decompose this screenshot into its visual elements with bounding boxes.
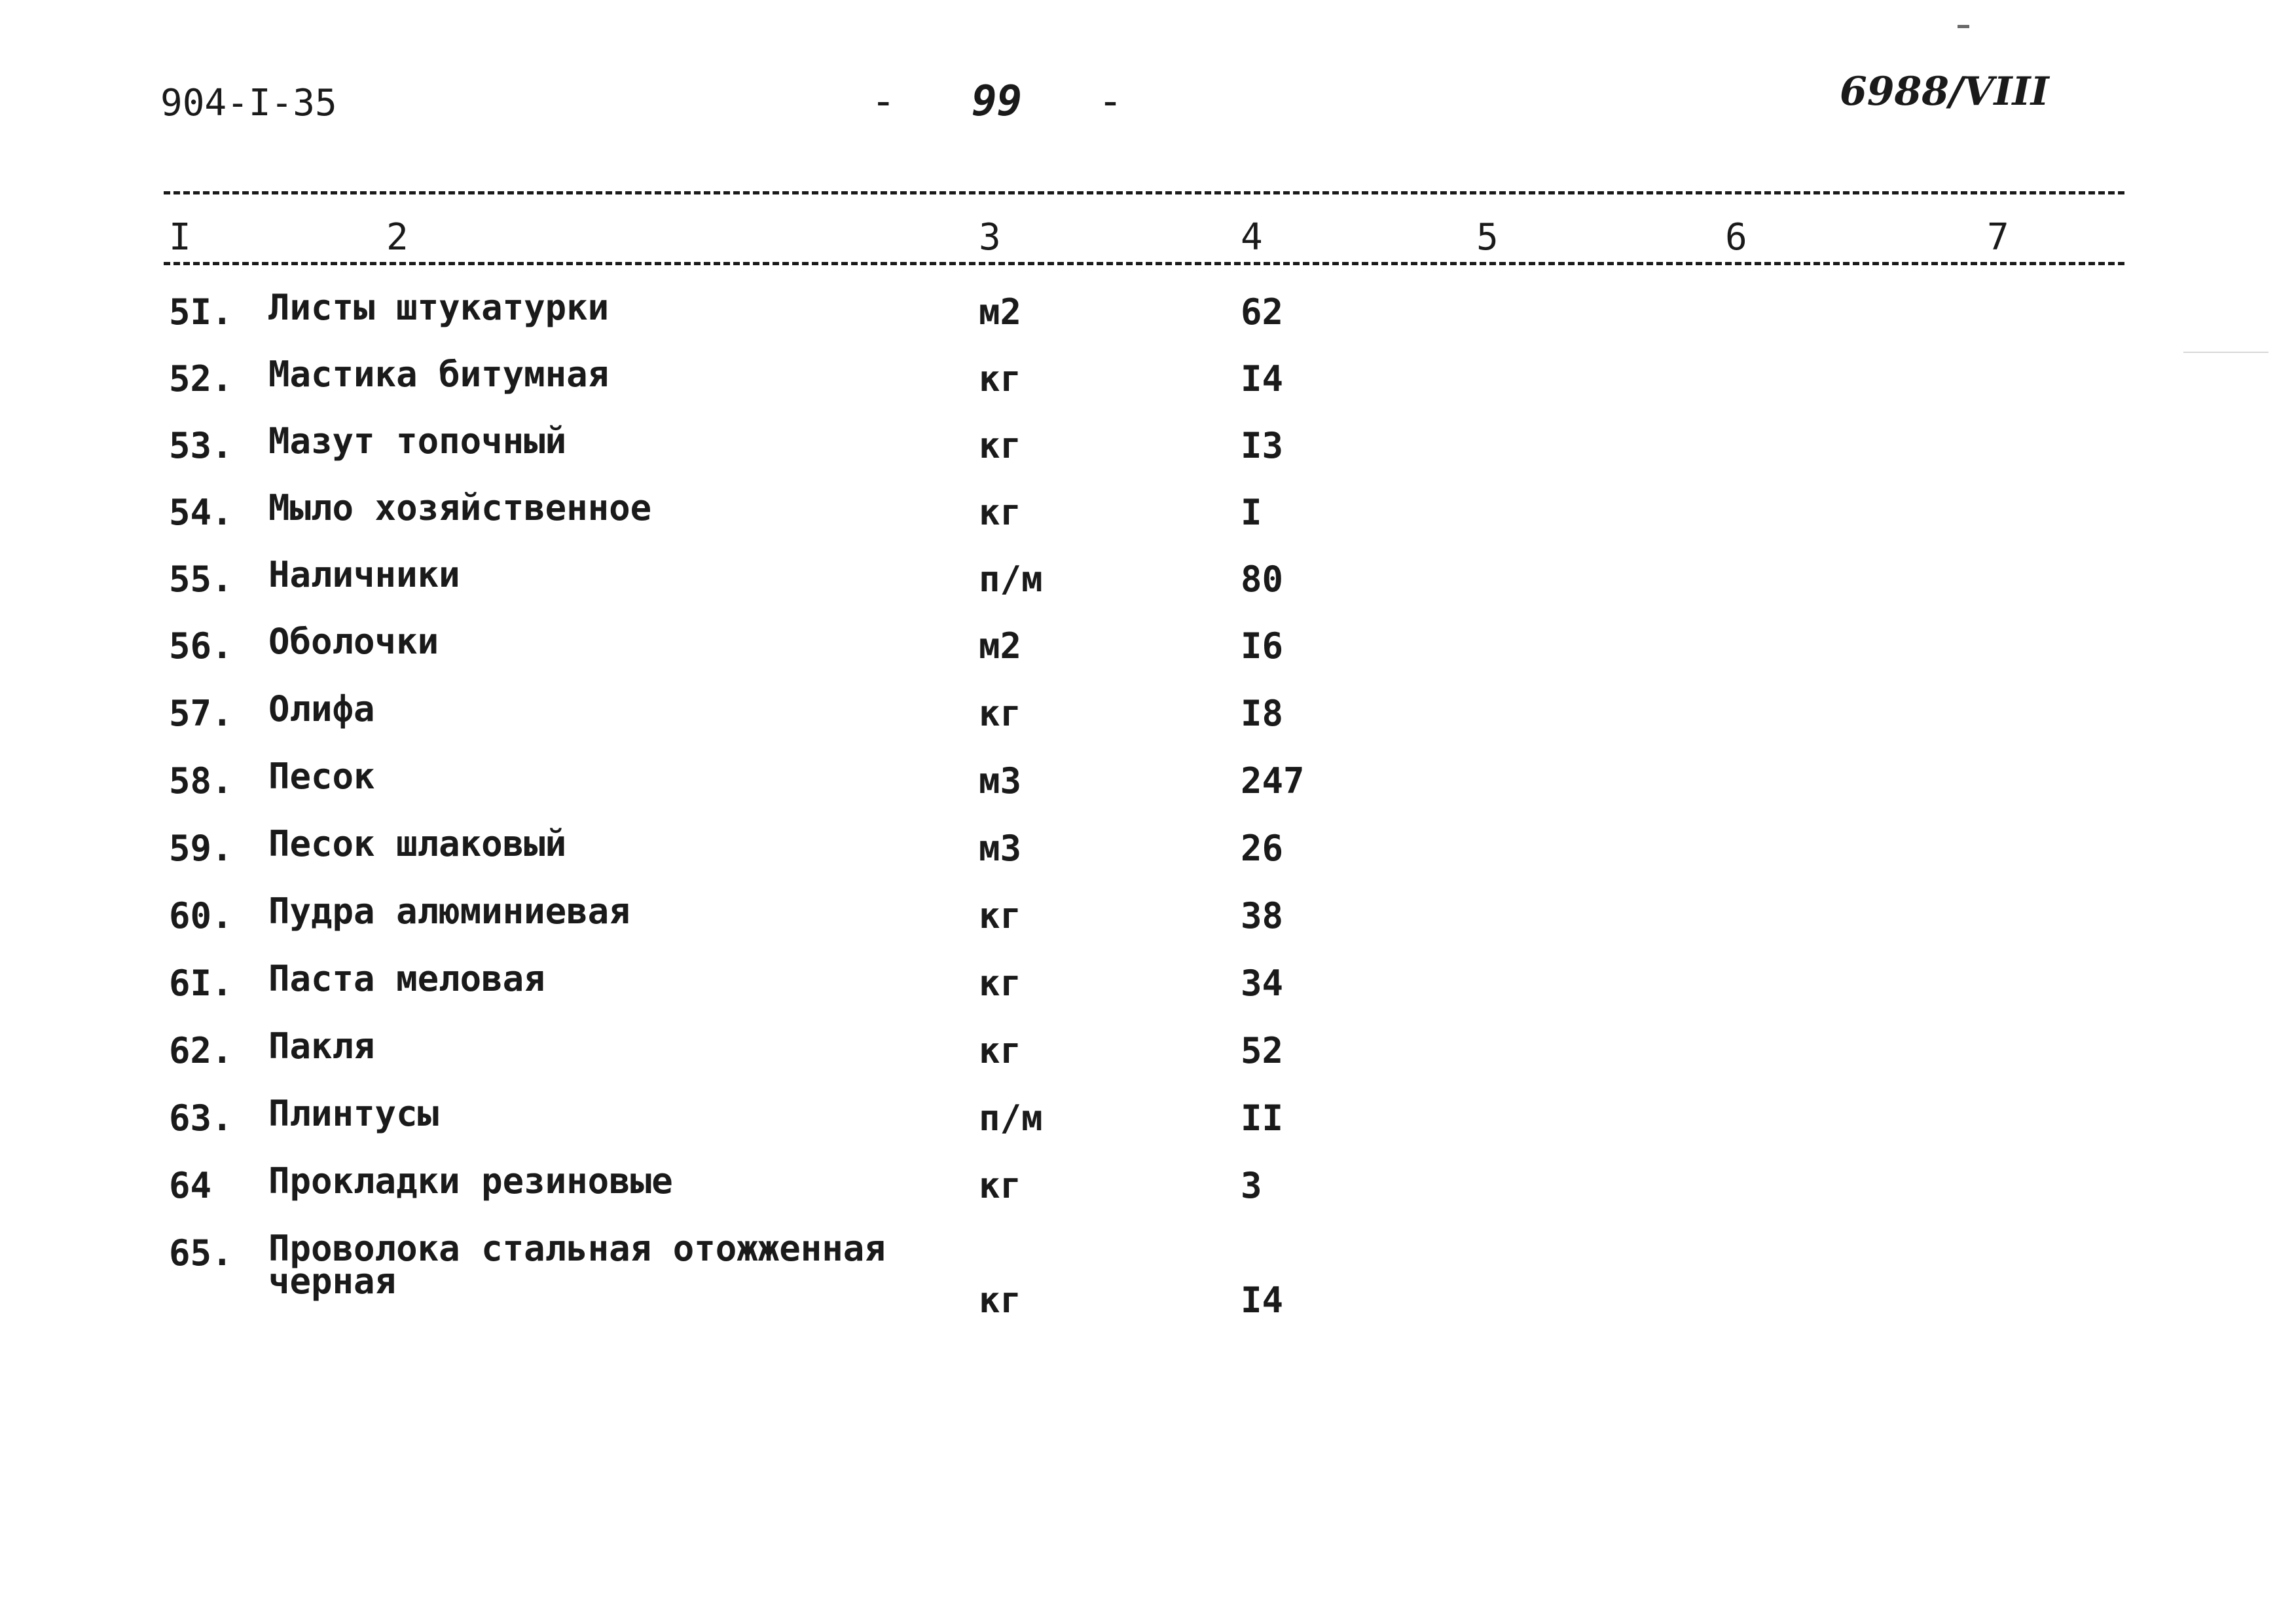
row-number: 6I. [169, 963, 233, 1004]
column-number-7: 7 [1987, 216, 2009, 259]
table-row [0, 354, 2296, 411]
column-number-3: 3 [979, 216, 1001, 259]
quantity: 26 [1241, 828, 1284, 869]
table-row [0, 1025, 2296, 1082]
quantity: 3 [1241, 1165, 1262, 1206]
column-number-4: 4 [1241, 216, 1263, 259]
unit: кг [979, 693, 1022, 734]
unit: кг [979, 1165, 1022, 1206]
quantity: 38 [1241, 895, 1284, 936]
quantity: 80 [1241, 559, 1284, 600]
quantity: 247 [1241, 760, 1305, 802]
material-name: Мыло хозяйственное [268, 487, 652, 528]
table-row [0, 487, 2296, 544]
quantity: I4 [1241, 1280, 1284, 1321]
table-row [0, 1228, 2296, 1337]
scan-mark [2183, 352, 2269, 353]
unit: м3 [979, 828, 1022, 869]
table-row [0, 823, 2296, 880]
quantity: II [1241, 1098, 1284, 1139]
material-name-line-2: черная [268, 1261, 397, 1302]
unit: кг [979, 895, 1022, 936]
row-number: 62. [169, 1030, 233, 1071]
row-number: 56. [169, 625, 233, 667]
material-name: Песок [268, 756, 375, 797]
row-number: 52. [169, 358, 233, 399]
material-name: Песок шлаковый [268, 823, 567, 864]
row-number: 53. [169, 425, 233, 466]
quantity: I3 [1241, 425, 1284, 466]
quantity: I6 [1241, 625, 1284, 667]
material-name: Наличники [268, 554, 460, 595]
row-number: 5I. [169, 291, 233, 333]
table-row [0, 688, 2296, 745]
unit: кг [979, 963, 1022, 1004]
table-row [0, 1160, 2296, 1217]
table-row [0, 554, 2296, 611]
quantity: 62 [1241, 291, 1284, 333]
table-row [0, 420, 2296, 477]
table-row [0, 621, 2296, 678]
row-number: 55. [169, 559, 233, 600]
document-code: 904-I-35 [160, 82, 337, 124]
unit: кг [979, 1280, 1022, 1321]
material-name: Олифа [268, 688, 375, 729]
material-name: Пудра алюминиевая [268, 891, 630, 932]
quantity: I4 [1241, 358, 1284, 399]
table-header-rule [164, 262, 2124, 265]
table-row [0, 958, 2296, 1015]
archive-number: 6988/VIII [1840, 69, 2049, 115]
corner-mark [1958, 25, 1969, 28]
unit: м3 [979, 760, 1022, 802]
column-number-6: 6 [1725, 216, 1747, 259]
material-name: Мастика битумная [268, 354, 610, 395]
row-number: 64 [169, 1165, 212, 1206]
unit: м2 [979, 291, 1022, 333]
row-number: 65. [169, 1232, 233, 1274]
page-number-block [871, 77, 1123, 126]
material-name: Паста меловая [268, 958, 545, 999]
row-number: 58. [169, 760, 233, 802]
unit: кг [979, 358, 1022, 399]
material-name: Пакля [268, 1025, 375, 1067]
unit: кг [979, 492, 1022, 533]
material-name: Мазут топочный [268, 420, 567, 462]
page-number: 99 [972, 77, 1023, 126]
material-name: Прокладки резиновые [268, 1160, 673, 1202]
unit: п/м [979, 1098, 1043, 1139]
material-name: Плинтусы [268, 1093, 439, 1134]
quantity: I [1241, 492, 1262, 533]
column-number-2: 2 [386, 216, 409, 259]
material-name-line-1: Проволока стальная отожженная [268, 1228, 886, 1269]
material-name: Оболочки [268, 621, 439, 662]
table-row [0, 891, 2296, 948]
table-row [0, 756, 2296, 813]
unit: кг [979, 1030, 1022, 1071]
column-number-1: I [169, 216, 191, 259]
unit: п/м [979, 559, 1043, 600]
row-number: 63. [169, 1098, 233, 1139]
unit: м2 [979, 625, 1022, 667]
row-number: 59. [169, 828, 233, 869]
row-number: 60. [169, 895, 233, 936]
material-name: Листы штукатурки [268, 287, 610, 328]
row-number: 57. [169, 693, 233, 734]
table-row [0, 287, 2296, 344]
table-row [0, 1093, 2296, 1150]
quantity: 52 [1241, 1030, 1284, 1071]
page-dash-right: - [1097, 77, 1123, 126]
quantity: 34 [1241, 963, 1284, 1004]
table-top-rule [164, 191, 2124, 194]
page-dash-left: - [871, 77, 896, 126]
quantity: I8 [1241, 693, 1284, 734]
column-number-5: 5 [1476, 216, 1499, 259]
row-number: 54. [169, 492, 233, 533]
unit: кг [979, 425, 1022, 466]
